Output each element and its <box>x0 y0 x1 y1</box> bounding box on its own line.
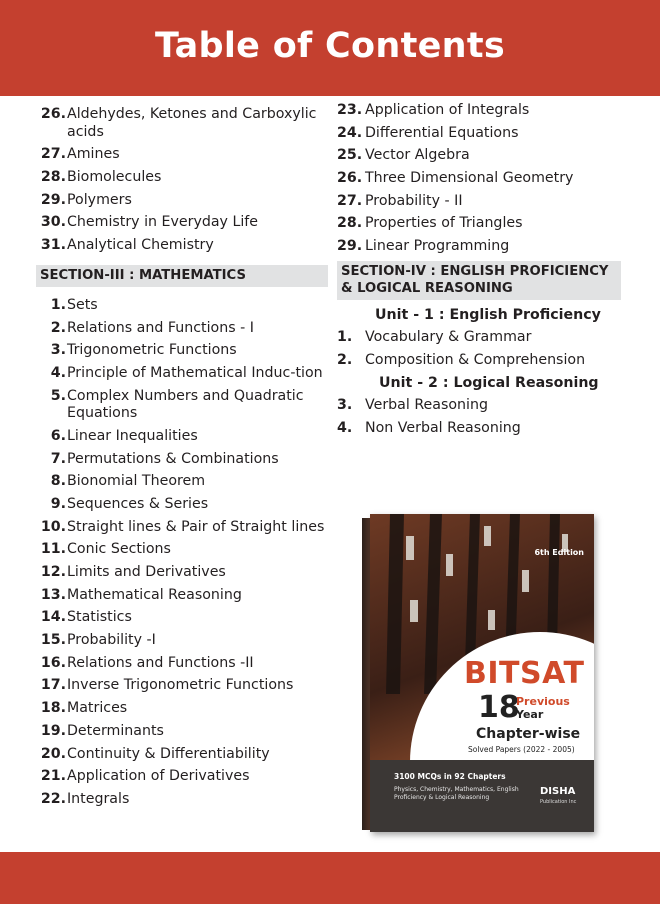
item-title: Continuity & Differentiability <box>67 745 270 762</box>
item-title: Verbal Reasoning <box>365 397 488 414</box>
item-title: Composition & Comprehension <box>365 352 586 368</box>
item-number: 21. <box>40 768 66 785</box>
item-number: 14. <box>40 609 66 626</box>
list-item <box>337 170 627 188</box>
item-number: 2. <box>50 319 66 336</box>
list-item <box>337 147 627 165</box>
item-title: Biomolecules <box>67 168 162 185</box>
item-number: 15. <box>40 632 66 649</box>
item-title: Mathematical Reasoning <box>67 586 242 603</box>
book-year: Year <box>516 708 544 721</box>
item-title: Bionomial Theorem <box>67 473 206 490</box>
item-number: 29. <box>40 191 66 208</box>
right-column <box>337 102 627 443</box>
item-title: Linear Programming <box>365 238 510 255</box>
item-title: Straight lines & Pair of Straight lines <box>67 518 325 535</box>
page-title: Table of Contents <box>154 26 506 66</box>
item-title: Amines <box>67 146 120 163</box>
item-title: Limits and Derivatives <box>67 564 226 580</box>
item-title: Determinants <box>67 722 164 739</box>
list-item <box>36 342 328 360</box>
list-item <box>337 102 627 120</box>
item-number: 24. <box>337 124 363 141</box>
item-number: 4. <box>337 419 353 436</box>
item-number: 8. <box>50 473 66 490</box>
item-number: 20. <box>40 745 66 762</box>
book-subjects: Physics, Chemistry, Mathematics, English Proficiency & Logical Reasoning <box>394 786 519 801</box>
item-title: Statistics <box>67 609 132 626</box>
item-title: Conic Sections <box>67 541 171 558</box>
header-banner <box>0 0 660 96</box>
item-number: 12. <box>40 564 66 580</box>
item-number: 11. <box>40 541 66 558</box>
item-number: 6. <box>50 427 66 444</box>
item-number: 28. <box>337 215 363 232</box>
item-number: 26. <box>40 106 66 122</box>
list-item <box>337 193 627 211</box>
item-title: Probability - II <box>365 192 463 209</box>
item-title: Analytical Chemistry <box>67 236 214 253</box>
item-number: 1. <box>337 329 353 346</box>
list-item <box>36 609 328 627</box>
item-title: Application of Derivatives <box>67 768 250 785</box>
item-number: 13. <box>40 586 66 603</box>
list-item <box>36 564 328 582</box>
list-item <box>36 169 328 187</box>
book-count: 18 <box>478 690 520 725</box>
list-item <box>36 791 328 809</box>
unit-heading-reasoning: Unit - 2 : Logical Reasoning <box>379 374 599 391</box>
edition-label: 6th Edition <box>534 548 584 557</box>
english-chapter-list <box>337 329 627 369</box>
book-chapterwise: Chapter-wise <box>476 726 581 742</box>
item-number: 3. <box>50 342 66 359</box>
item-title: Differential Equations <box>365 124 519 141</box>
item-title: Linear Inequalities <box>67 427 198 444</box>
list-item <box>36 146 328 164</box>
item-title: Three Dimensional Geometry <box>365 170 574 187</box>
list-item <box>337 352 627 370</box>
list-item <box>36 320 328 338</box>
item-title: Non Verbal Reasoning <box>365 419 521 436</box>
item-number: 23. <box>337 102 363 118</box>
book-previous: Previous <box>516 695 570 708</box>
left-chapter-list <box>36 106 328 254</box>
item-title: Relations and Functions -II <box>67 654 254 671</box>
list-item <box>36 192 328 210</box>
section-heading-english: SECTION-IV : ENGLISH PROFICIENCY & LOGICAL REASONING <box>337 261 621 300</box>
publisher-subtitle: Publication Inc <box>540 799 577 805</box>
item-number: 18. <box>40 700 66 717</box>
list-item <box>36 496 328 514</box>
list-item <box>36 519 328 537</box>
list-item <box>36 700 328 718</box>
list-item <box>337 238 627 256</box>
item-title: Matrices <box>67 700 128 717</box>
right-chapter-list <box>337 102 627 256</box>
list-item <box>36 297 328 315</box>
list-item <box>337 125 627 143</box>
item-number: 30. <box>40 214 66 231</box>
list-item <box>36 365 328 383</box>
list-item <box>36 237 328 255</box>
list-item <box>36 106 328 141</box>
list-item <box>36 746 328 764</box>
item-number: 22. <box>40 790 66 807</box>
item-number: 9. <box>50 495 66 512</box>
list-item <box>36 388 328 423</box>
book-cover-image <box>362 514 594 832</box>
list-item <box>36 587 328 605</box>
list-item <box>337 215 627 233</box>
list-item <box>36 473 328 491</box>
item-number: 27. <box>40 146 66 163</box>
list-item <box>36 632 328 650</box>
publisher-logo: DISHA <box>540 786 576 797</box>
list-item <box>36 214 328 232</box>
item-title: Complex Numbers and Quadratic Equations <box>67 387 304 422</box>
book-brand: BITSAT <box>464 656 585 691</box>
reasoning-chapter-list <box>337 397 627 437</box>
item-title: Sets <box>67 296 98 313</box>
list-item <box>36 451 328 469</box>
list-item <box>337 329 627 347</box>
item-number: 7. <box>50 450 66 467</box>
item-title: Vocabulary & Grammar <box>365 329 532 346</box>
book-mcq-count: 3100 MCQs in 92 Chapters <box>394 772 506 781</box>
item-title: Relations and Functions - I <box>67 319 254 336</box>
item-number: 31. <box>40 236 66 253</box>
item-number: 1. <box>50 296 66 313</box>
item-title: Polymers <box>67 191 132 208</box>
item-number: 17. <box>40 677 66 694</box>
list-item <box>337 420 627 438</box>
item-title: Sequences & Series <box>67 495 209 512</box>
left-column <box>36 106 328 814</box>
item-number: 16. <box>40 654 66 671</box>
item-title: Principle of Mathematical Induc-tion <box>67 365 323 381</box>
item-title: Application of Integrals <box>365 102 530 118</box>
item-number: 3. <box>337 397 353 414</box>
section-heading-mathematics: SECTION-III : MATHEMATICS <box>36 265 328 287</box>
item-number: 26. <box>337 170 363 187</box>
list-item <box>36 428 328 446</box>
item-number: 5. <box>50 387 66 404</box>
item-number: 10. <box>40 518 66 535</box>
item-number: 2. <box>337 352 353 368</box>
item-title: Chemistry in Everyday Life <box>67 214 259 231</box>
item-title: Properties of Triangles <box>365 215 523 232</box>
item-number: 28. <box>40 168 66 185</box>
math-chapter-list <box>36 297 328 808</box>
item-title: Probability -I <box>67 632 156 649</box>
item-title: Aldehydes, Ketones and Carboxylic acids <box>67 106 317 140</box>
item-title: Inverse Trigonometric Functions <box>67 677 294 694</box>
unit-heading-english: Unit - 1 : English Proficiency <box>375 306 601 323</box>
list-item <box>36 655 328 673</box>
footer-banner <box>0 852 660 904</box>
list-item <box>36 723 328 741</box>
item-number: 19. <box>40 722 66 739</box>
item-number: 25. <box>337 147 363 164</box>
item-title: Trigonometric Functions <box>67 342 237 359</box>
list-item <box>36 541 328 559</box>
item-title: Permutations & Combinations <box>67 450 279 467</box>
item-title: Integrals <box>67 790 130 807</box>
item-number: 27. <box>337 192 363 209</box>
book-solved-papers: Solved Papers (2022 - 2005) <box>468 745 575 754</box>
item-number: 29. <box>337 238 363 255</box>
list-item <box>36 677 328 695</box>
item-number: 4. <box>50 365 66 381</box>
list-item <box>36 768 328 786</box>
list-item <box>337 397 627 415</box>
book-cover <box>370 514 594 832</box>
item-title: Vector Algebra <box>365 147 470 164</box>
